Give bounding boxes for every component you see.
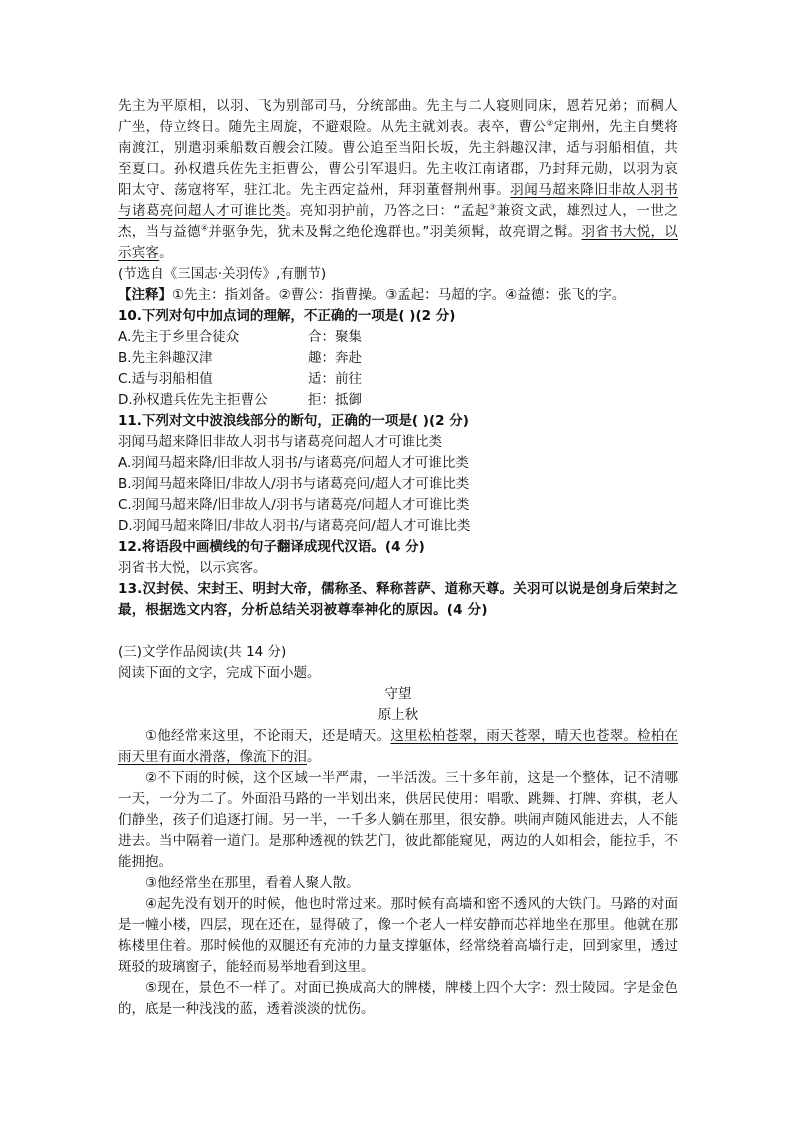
option-gloss: 适：前往 [308,371,362,387]
paragraph-text: 。 [307,749,321,765]
annotation-label: 【注释】 [118,287,172,303]
story-paragraph: ④起先没有划开的时候，他也时常过来。那时候有高墙和密不透风的大铁门。马路的对面是一幢小楼，四层，现在还在，显得破了，像一个老人一样安静而芯祥地坐在那里。他就在那栋楼里住着。那时候他的双腿还有充沛的力量支撑躯体，经常绕着高墙行走，回到家里，透过斑驳的玻璃窗子，能轻而易举地看到这里。 [118,896,678,975]
option-text: A.先主于乡里合徒众 [118,329,240,345]
q10-option [118,390,678,411]
question-12-stem: 12.将语段中画横线的句子翻译成现代汉语。(4 分) [118,539,425,555]
story-title: 守望 [384,686,412,702]
q10-option [118,327,678,348]
story-paragraph: ③他经常坐在那里，看着人聚人散。 [145,875,360,891]
option-gloss: 合：聚集 [308,329,362,345]
classical-passage [118,96,678,264]
q10-option [118,348,678,369]
q11-option: C.羽闻马超来降/旧非故人/羽书与诸葛亮/问超人才可谁比类 [118,497,470,513]
story-paragraph: ⑤现在，景色不一样了。对面已换成高大的牌楼，牌楼上四个大字：烈士陵园。字是金色的，底是一种浅浅的蓝，透着淡淡的忧伤。 [118,980,678,1017]
story-author: 原上秋 [377,707,419,723]
question-13-stem: 13.汉封侯、宋封王、明封大帝，儒称圣、释称菩萨、道称天尊。关羽可以说是创身后荣封之最，根据选文内容，分析总结关羽被尊奉神化的原因。(4 分) [118,581,678,618]
q10-option [118,369,678,390]
paragraph-text: ①他经常来这里，不论雨天，还是晴天。 [145,728,391,744]
annotation-text: ①先主：指刘备。②曹公：指曹操。③孟起：马超的字。④益德：张飞的字。 [172,287,626,303]
spacer [118,621,678,642]
option-text: D.孙权遣兵佐先主拒曹公 [118,392,268,408]
annotation [118,285,678,306]
passage-text: 先主为平原相，以羽、飞为别部司马，分统部曲。先主与二人寝则同床，恩若兄弟；而稠人广坐，侍立终日。随先主周旋，不避艰险。从先主就刘表。表卒，曹公 [118,98,678,135]
footnote-marker: ② [546,118,554,128]
passage-text: 。亮知羽护前，乃答之曰：“孟起 [285,203,489,219]
footnote-marker: ③ [488,202,497,212]
q12-sentence: 羽省书大悦，以示宾客。 [118,560,267,576]
document-page [118,96,678,1020]
option-text: C.适与羽船相值 [118,371,213,387]
footnote-marker: ④ [200,223,209,233]
option-gloss: 趣：奔赴 [308,350,362,366]
question-10-stem: 10.下列对句中加点词的理解，不正确的一项是( )(2 分) [118,308,456,324]
q11-option: B.羽闻马超来降旧/非故人/羽书与诸葛亮问/超人才可谁比类 [118,476,470,492]
option-gloss: 拒：抵御 [308,392,362,408]
question-11-stem: 11.下列对文中波浪线部分的断句，正确的一项是( )(2 分) [118,413,469,429]
story-paragraph [118,726,678,768]
section-instruction: 阅读下面的文字，完成下面小题。 [118,665,321,681]
q11-option: A.羽闻马超来降/旧非故人羽书/与诸葛亮/问超人才可谁比类 [118,455,469,471]
option-text: B.先主斜趣汉津 [118,350,213,366]
wavy-underlined-sentence: 羽闻马超来降旧非故人羽书与诸葛亮问超人才可谁比类 [118,182,678,219]
passage-text: 并驱争先，犹未及髯之绝伦逸群也。”羽美须髯，故亮谓之髯。 [208,224,582,240]
section-heading: (三)文学作品阅读(共 14 分) [118,644,287,660]
story-paragraph: ②不下雨的时候，这个区域一半严肃，一半活泼。三十多年前，这是一个整体，记不清哪一天，一分为二了。外面沿马路的一半划出来，供居民使用：唱歌、跳舞、打牌、弈棋，老人们静坐，孩子们追逐打闹。另一半，一千多人躺在那里，很安静。哄闹声随风能进去，人不能进去。当中隔着一道门。是那种透视的铁艺门，彼此都能窥见，两边的人如相会，能拉手，不能拥抱。 [118,770,678,870]
underlined-sentence: 这里松柏苍翠，雨天苍翠，晴天也苍翠。检柏在雨天里有面水滑落，像流下的泪 [118,728,678,765]
q11-sentence: 羽闻马超来降旧非故人羽书与诸葛亮问超人才可谁比类 [118,434,442,450]
underlined-sentence: 羽省书大悦，以示宾客 [118,224,679,261]
passage-source: (节选自《三国志·关羽传》,有删节) [118,266,327,282]
passage-text: 。 [159,245,173,261]
passage-text: 兼资文武，雄烈过人，一世之杰，当与益德 [118,203,678,240]
q11-option: D.羽闻马超来降旧/非故人羽书/与诸葛亮问/超人才可谁比类 [118,518,471,534]
passage-text: 定荆州，先主自樊将南渡江，别遣羽乘船数百艘会江陵。曹公追至当阳长坂，先主斜趣汉津，适与羽船相值，共至夏口。孙权遣兵佐先主拒曹公，曹公引军退归。先主收江南诸郡，乃封拜元勋，以羽为哀阳太守、荡寇将军，驻江北。先主西定益州，拜羽董督荆州事。 [118,119,679,198]
